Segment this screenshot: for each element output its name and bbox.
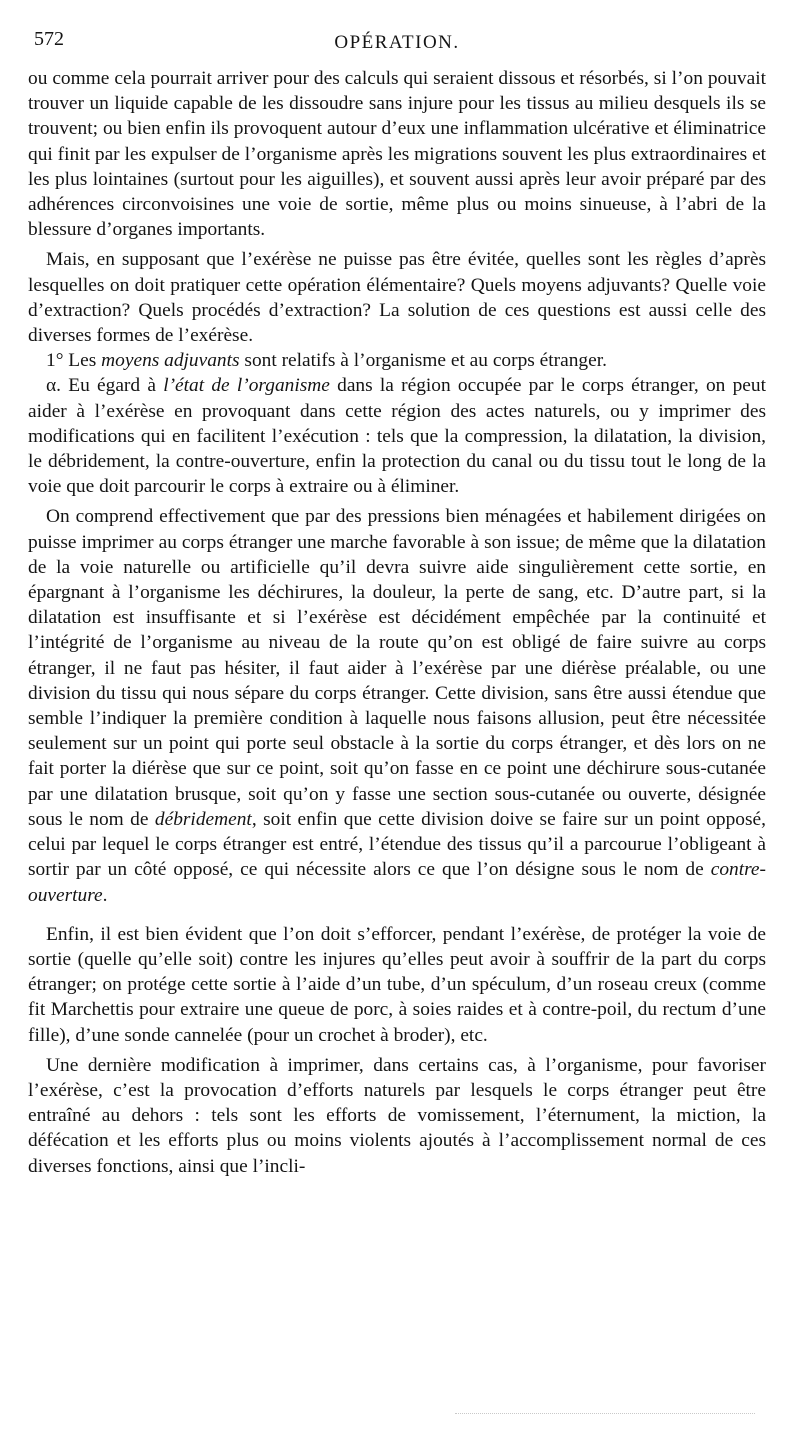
- paragraph-1: ou comme cela pourrait arriver pour des calculs qui seraient dissous et résorbés, si l’on pouvait trouver un liquide capable de les dissoudre sans injure pour les tissus au milieu desquels ils se trouvent; ou bien enfin ils provoquent autour d’eux une inflammation ulcérative et éliminatrice qui finit par les expulser de l’organisme après les migrations souvent les plus extraordinaires et les plus lointaines (surtout pour les aiguilles), et souvent aussi après leur avoir préparé par des adhérences circonvoisines une voie de sortie, même plus ou moins sinueuse, à l’abri de la blessure d’organes importants.: [28, 68, 766, 241]
- paragraph-4-emphasis: l’état de l’organisme: [163, 375, 330, 397]
- paragraph-7: Une dernière modification à imprimer, dans certains cas, à l’organisme, pour favoriser l’exérèse, c’est la provocation d’efforts naturels par lesquels le corps étranger peut être entraîné au dehors : tels sont les efforts de vomissement, l’éternument, la miction, la défécation et les efforts plus ou moins violents ajoutés à l’accomplissement normal de ces diverses fonctions, ainsi que l’incli-: [28, 1054, 766, 1177]
- paragraph-3: [28, 348, 766, 373]
- paragraph-4-rest: dans la région occupée par le corps étranger, on peut aider à l’exérèse en provoquant dans cette région des actes naturels, ou y imprimer des modifications qui en facilitent l’exécution : tels que la compression, la dilatation, la division, le débridement, la contre-ouverture, enfin la protection du canal ou du tissu tout le long de la voie que doit parcourir le corps à extraire ou à éliminer.: [28, 375, 766, 498]
- paragraph-5-emphasis-debridement: débridement: [154, 808, 252, 830]
- paragraph-3-rest: sont relatifs à l’organisme et au corps étranger.: [239, 350, 607, 372]
- paragraph-5-lead: On comprend effectivement que par des pressions bien ménagées et habilement dirigées on puisse imprimer au corps étranger une marche favorable à son issue; de même que la dilatation de la voie naturelle ou artificielle qu’il devra suivre aide singulièrement cette sortie, en épargnant à l’organisme les déchirures, la douleur, la perte de sang, etc. D’autre part, si la dilatation est insuffisante et si l’exérèse est décidément empêchée par la continuité et l’intégrité de l’organisme au niveau de la route qu’on est obligé de faire suivre au corps étranger, il ne faut pas hésiter, il faut aider à l’exérèse par une diérèse préalable, ou une division du tissu qui nous sépare du corps étranger. Cette division, sans être aussi étendue que semble l’indiquer la première condition à laquelle nous faisons allusion, peut être nécessitée seulement sur un point qui porte seul obstacle à la sortie du corps étranger, et dès lors on ne fait porter la diérèse que sur ce point, soit qu’on fasse en ce point une déchirure sous-cutanée par une dilatation brusque, soit qu’on y fasse une section sous-cutanée ou ouverte, désignée sous le nom de: [28, 506, 766, 830]
- paragraph-5-end: .: [102, 884, 108, 906]
- page-number: 572: [34, 28, 64, 50]
- body-text: [28, 66, 766, 1179]
- paragraph-5: [28, 504, 766, 907]
- paragraph-3-lead: 1° Les: [46, 350, 102, 372]
- bottom-print-artifact: [455, 1413, 755, 1414]
- paragraph-5-middle: , soit enfin que cette division doive se faire sur un point opposé, celui par lequel le corps étranger est entré, l’étendue des tissus qu’il a parcourue l’obligeant à sortir par un côté opposé, ce qui nécessite alors ce que l’on désigne sous le nom de: [28, 808, 766, 881]
- paragraph-5-emphasis-contre-ouverture: contre-ouverture: [28, 859, 766, 906]
- running-head: OPÉRATION.: [334, 32, 460, 53]
- page-header: [28, 28, 766, 62]
- book-page: [28, 28, 766, 1179]
- paragraph-4: [28, 373, 766, 499]
- paragraph-2: Mais, en supposant que l’exérèse ne puisse pas être évitée, quelles sont les règles d’après lesquelles on doit pratiquer cette opération élémentaire? Quels moyens adjuvants? Quelle voie d’extraction? Quels procédés d’extraction? La solution de ces questions est aussi celle des diverses formes de l’exérèse.: [28, 249, 766, 347]
- paragraph-4-lead: α. Eu égard à: [46, 375, 164, 397]
- paragraph-3-emphasis: moyens adjuvants: [101, 350, 240, 372]
- paragraph-6: Enfin, il est bien évident que l’on doit s’efforcer, pendant l’exérèse, de protéger la voie de sortie (quelle qu’elle soit) contre les injures qu’elles peut avoir à souffrir de la part du corps étranger; on protége cette sortie à l’aide d’un tube, d’un spéculum, d’un roseau creux (comme fit Marchettis pour extraire une queue de porc, à soies raides et à contre-poil, du rectum d’une fille), d’une sonde cannelée (pour un crochet à broder), etc.: [28, 923, 766, 1046]
